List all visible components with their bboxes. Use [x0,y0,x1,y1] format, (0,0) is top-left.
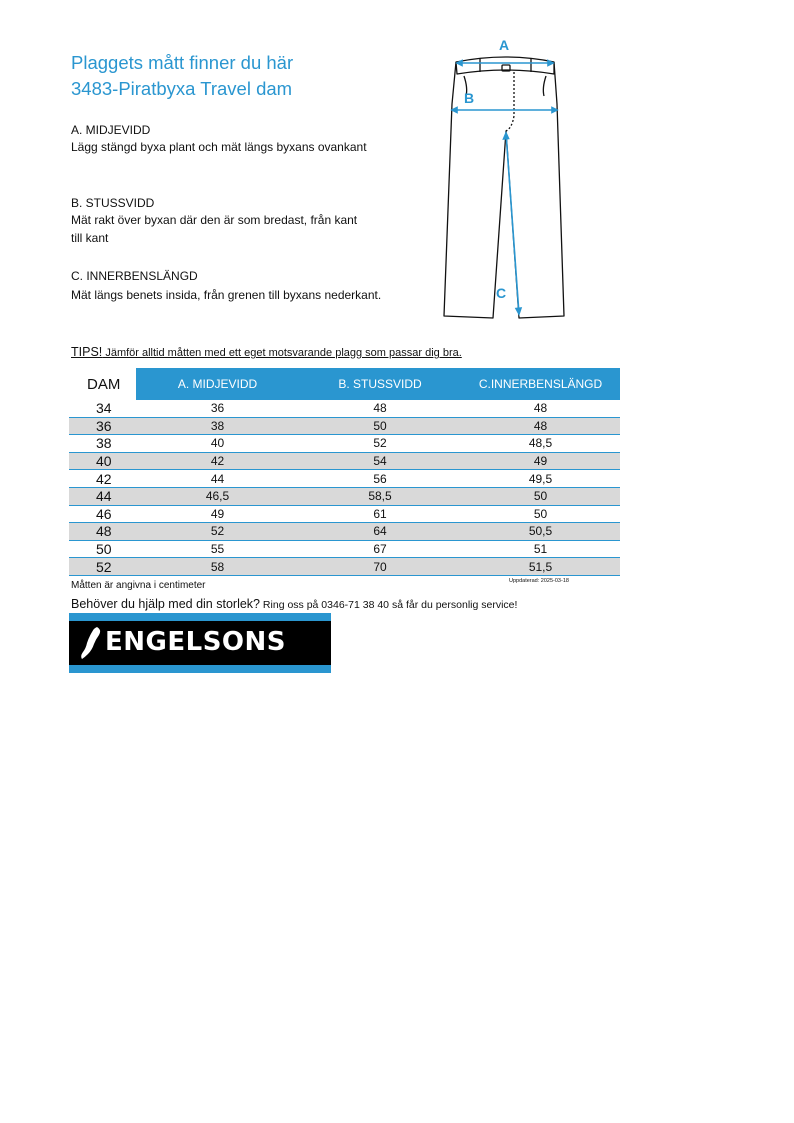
inseam-cell: 51,5 [461,558,620,576]
size-cell: 42 [69,470,136,488]
pants-measurement-diagram [436,36,576,322]
table-row [69,487,620,505]
hip-cell: 50 [299,417,461,435]
size-cell: 50 [69,540,136,558]
inseam-cell: 49 [461,452,620,470]
inseam-cell: 51 [461,540,620,558]
hip-cell: 64 [299,523,461,541]
hip-cell: 54 [299,452,461,470]
sweden-map-icon [79,626,103,660]
waist-cell: 38 [136,417,299,435]
header-waist: A. MIDJEVIDD [136,368,299,400]
section-a-heading: A. MIDJEVIDD [71,123,151,137]
section-b-heading: B. STUSSVIDD [71,196,155,210]
hip-cell: 58,5 [299,487,461,505]
table-row [69,470,620,488]
section-c-heading: C. INNERBENSLÄNGD [71,269,198,283]
size-cell: 52 [69,558,136,576]
help-text: Ring oss på 0346-71 38 40 så får du personlig service! [260,599,518,611]
size-cell: 36 [69,417,136,435]
table-row [69,435,620,453]
table-row [69,417,620,435]
inseam-cell: 48 [461,400,620,417]
hip-cell: 52 [299,435,461,453]
waist-cell: 58 [136,558,299,576]
help-note [71,595,517,613]
table-row [69,540,620,558]
logo-bottom-stripe [69,665,331,673]
updated-date: Uppdaterad: 2025-03-18 [509,578,569,584]
inseam-cell: 48,5 [461,435,620,453]
section-c-text: Mät längs benets insida, från grenen till byxans nederkant. [71,288,382,302]
help-question: Behöver du hjälp med din storlek? [71,597,261,611]
header-hip: B. STUSSVIDD [299,368,461,400]
inseam-cell: 48 [461,417,620,435]
table-row [69,452,620,470]
hip-cell: 67 [299,540,461,558]
page-title: Plaggets mått finner du här [71,52,294,73]
header-size: DAM [69,368,136,400]
size-cell: 44 [69,487,136,505]
inseam-cell: 49,5 [461,470,620,488]
product-title: 3483-Piratbyxa Travel dam [71,78,293,99]
size-cell: 34 [69,400,136,417]
waist-cell: 42 [136,452,299,470]
inseam-cell: 50,5 [461,523,620,541]
waist-cell: 40 [136,435,299,453]
inseam-cell: 50 [461,505,620,523]
tips-note [71,345,462,359]
table-row [69,400,620,417]
table-row [69,523,620,541]
logo-top-stripe [69,613,331,621]
tips-text: Jämför alltid måtten med ett eget motsvarande plagg som passar dig bra. [102,347,462,359]
waist-cell: 36 [136,400,299,417]
size-cell: 46 [69,505,136,523]
size-cell: 38 [69,435,136,453]
tips-label: TIPS! [71,345,103,359]
table-row [69,558,620,576]
diagram-label-a: A [499,37,510,53]
size-cell: 40 [69,452,136,470]
table-body [69,400,620,575]
size-cell: 48 [69,523,136,541]
waist-cell: 52 [136,523,299,541]
waist-cell: 49 [136,505,299,523]
engelsons-logo [69,613,331,673]
waist-cell: 46,5 [136,487,299,505]
section-a-text: Lägg stängd byxa plant och mät längs byxans ovankant [71,140,367,154]
inseam-cell: 50 [461,487,620,505]
diagram-label-b: B [464,90,475,106]
table-header-row [69,368,620,400]
logo-wordmark: ENGELSONS [105,627,287,657]
header-inseam: C.INNERBENSLÄNGD [461,368,620,400]
size-table [69,368,620,576]
diagram-label-c: C [496,285,507,301]
waist-cell: 55 [136,540,299,558]
table-row [69,505,620,523]
hip-cell: 61 [299,505,461,523]
unit-note: Måtten är angivna i centimeter [71,580,206,591]
waist-cell: 44 [136,470,299,488]
hip-cell: 48 [299,400,461,417]
hip-cell: 70 [299,558,461,576]
hip-cell: 56 [299,470,461,488]
section-b-text: Mät rakt över byxan där den är som bredast, från kant till kant [71,213,358,245]
